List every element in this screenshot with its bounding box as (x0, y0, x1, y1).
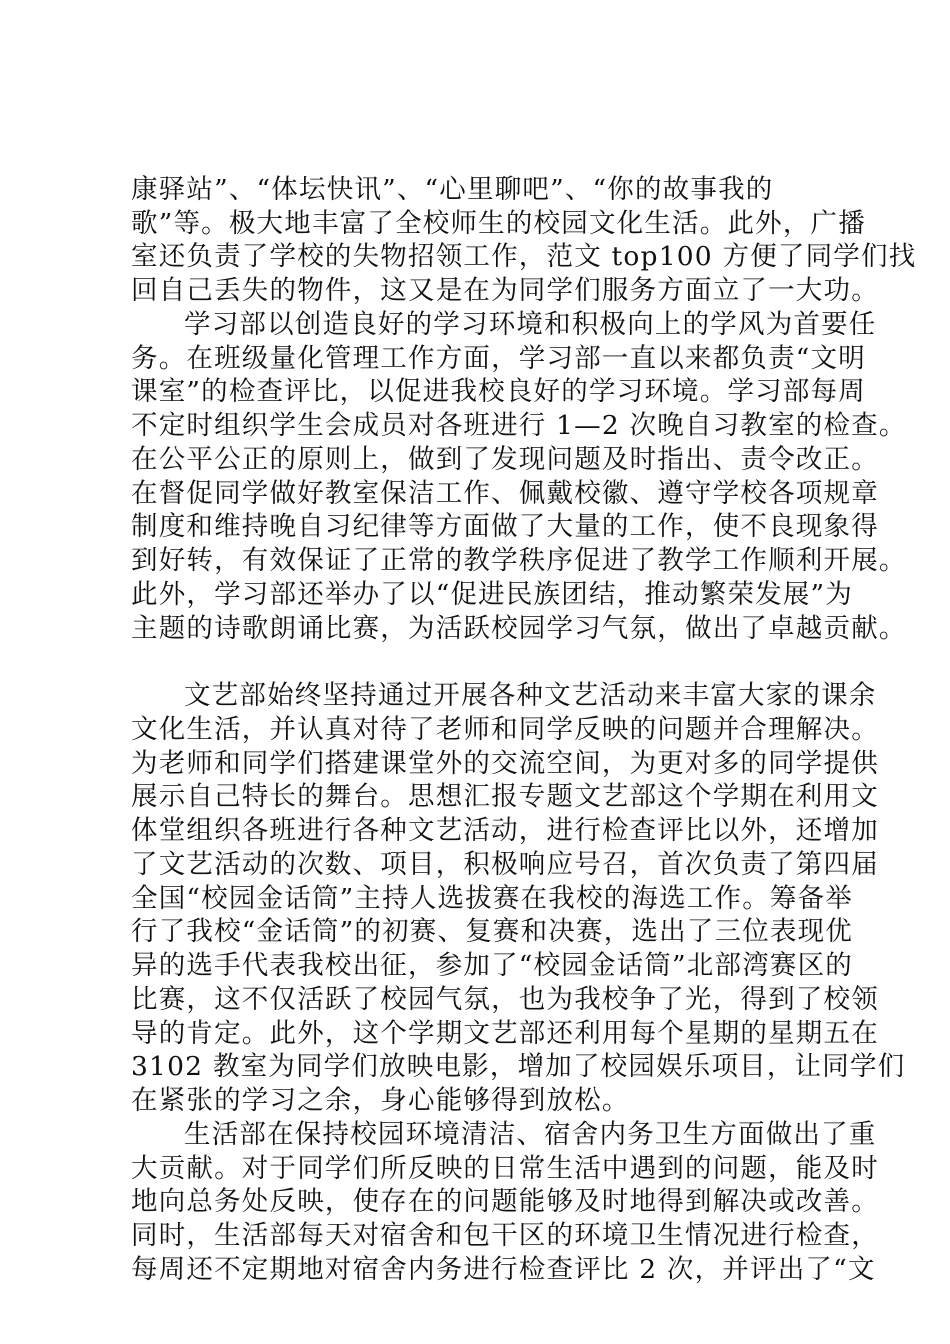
text-line: 地向总务处反映，使存在的问题能够及时地得到解决或改善。 (131, 1186, 879, 1217)
text-line: 行了我校“金话筒”的初赛、复赛和决赛，选出了三位表现优 (131, 916, 853, 947)
text-line: 为老师和同学们搭建课堂外的交流空间，为更对多的同学提供 (131, 748, 879, 779)
text-line: 文化生活，并认真对待了老师和同学反映的问题并合理解决。 (131, 714, 879, 745)
text-line: 康驿站”、“体坛快讯”、“心里聊吧”、“你的故事我的 (131, 174, 774, 205)
text-line: 3102 教室为同学们放映电影，增加了校园娱乐项目，让同学们 (131, 1051, 906, 1082)
text-line: 同时，生活部每天对宿舍和包干区的环境卫生情况进行检查， (131, 1220, 879, 1251)
text-line: 课室”的检查评比，以促进我校良好的学习环境。学习部每周 (131, 376, 866, 407)
text-line: 到好转，有效保证了正常的教学秩序促进了教学工作顺利开展。 (131, 545, 907, 576)
text-line: 此外，学习部还举办了以“促进民族团结，推动繁荣发展”为 (131, 579, 853, 610)
text-line: 展示自己特长的舞台。思想汇报专题文艺部这个学期在利用文 (131, 781, 879, 812)
text-line: 体堂组织各班进行各种文艺活动，进行检查评比以外，还增加 (131, 815, 879, 846)
paragraph-start-line: 生活部在保持校园环境清洁、宿舍内务卫生方面做出了重 (184, 1119, 877, 1150)
text-line: 异的选手代表我校出征，参加了“校园金话筒”北部湾赛区的 (131, 950, 853, 981)
text-line: 每周还不定期地对宿舍内务进行检查评比 2 次，并评出了“文 (131, 1254, 876, 1285)
text-line: 在紧张的学习之余，身心能够得到放松。 (131, 1085, 630, 1116)
text-line: 在公平公正的原则上，做到了发现问题及时指出、责令改正。 (131, 444, 879, 475)
text-line: 在督促同学做好教室保洁工作、佩戴校徽、遵守学校各项规章 (131, 478, 879, 509)
text-line: 不定时组织学生会成员对各班进行 1—2 次晚自习教室的检查。 (131, 410, 907, 441)
text-line: 歌”等。极大地丰富了全校师生的校园文化生活。此外，广播 (131, 208, 866, 239)
text-line: 了文艺活动的次数、项目，积极响应号召，首次负责了第四届 (131, 849, 879, 880)
text-line: 回自己丢失的物件，这又是在为同学们服务方面立了一大功。 (131, 275, 879, 306)
paragraph-start-line: 学习部以创造良好的学习环境和积极向上的学风为首要任 (184, 309, 877, 340)
text-line: 全国“校园金话筒”主持人选拔赛在我校的海选工作。筹备举 (131, 883, 853, 914)
text-line: 导的肯定。此外，这个学期文艺部还利用每个星期的星期五在 (131, 1018, 879, 1049)
text-line: 比赛，这不仅活跃了校园气氛，也为我校争了光，得到了校领 (131, 984, 879, 1015)
text-line: 主题的诗歌朗诵比赛，为活跃校园学习气氛，做出了卓越贡献。 (131, 613, 907, 644)
paragraph-start-line: 文艺部始终坚持通过开展各种文艺活动来丰富大家的课余 (184, 680, 877, 711)
text-line: 制度和维持晚自习纪律等方面做了大量的工作，使不良现象得 (131, 511, 879, 542)
text-line: 大贡献。对于同学们所反映的日常生活中遇到的问题，能及时 (131, 1153, 879, 1184)
text-line: 室还负责了学校的失物招领工作，范文 top100 方便了同学们找 (131, 241, 917, 272)
text-line: 务。在班级量化管理工作方面，学习部一直以来都负责“文明 (131, 343, 866, 374)
